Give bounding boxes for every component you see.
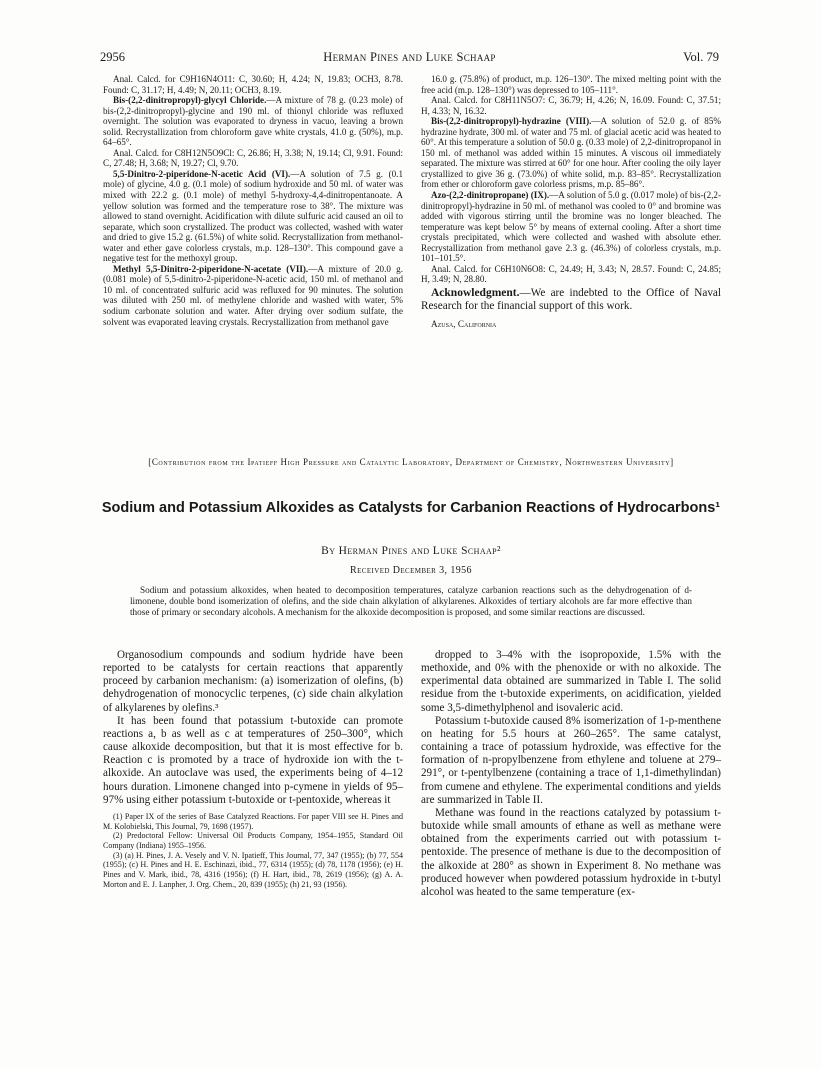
footnote: (1) Paper IX of the series of Base Catalyzed Reactions. For paper VIII see H. Pines and M. Kolobielski, This Journal, 79, 1698 (1957). [103,811,403,831]
procedure-paragraph: 16.0 g. (75.8%) of product, m.p. 126–130°. The mixed melting point with the free acid (m.p. 128–130°) was depressed to 105–111°. [421,74,721,95]
analysis-paragraph: Anal. Calcd. for C8H12N5O9Cl: C, 26.86; H, 3.38; N, 19.14; Cl, 9.91. Found: C, 27.48; H, 3.68; N, 19.27; Cl, 9.70. [103,147,403,169]
procedure-paragraph [103,95,403,148]
compound-heading: Bis-(2,2-dinitropropyl)-glycyl Chloride. [113,95,267,106]
body-paragraph: Organosodium compounds and sodium hydride have been reported to be catalysts for certain reactions that apparently proceed by carbanion mechanism: (a) isomerization of olefins, (b) dehydrogenation of monocyclic terpenes, (c) side chain alkylation of alkylarenes by olefins.³ [103,649,403,714]
analysis-paragraph: Anal. Calcd. for C9H16N4O11: C, 30.60; H, 4.24; N, 19.83; OCH3, 8.78. Found: C, 31.17; H, 4.49; N, 20.11; OCH3, 8.19. [103,74,403,95]
footnote: (2) Predoctoral Fellow: Universal Oil Products Company, 1954–1955, Standard Oil Company (Indiana) 1955–1956. [103,831,403,850]
analysis-paragraph: Anal. Calcd. for C8H11N5O7: C, 36.79; H, 4.26; N, 16.09. Found: C, 37.51; H, 4.33; N, 16.32. [421,95,721,116]
procedure-text: —A solution of 7.5 g. (0.1 mole) of glycine, 4.0 g. (0.1 mole) of sodium hydroxide and 50 ml. of water was mixed with 22.2 g. (0.1 mole) of methyl 5-hydroxy-4,4-dinitropentanoate. A yellow solution was formed and the temperature rose to 38°. The mixture was allowed to stand overnight. Acidification with dilute sulfuric acid caused an oil to separate, which soon crystallized. The product was collected, washed with water and dried to give 15.2 g. (61.5%) of white solid. Recrystallization from methanol-water and ether gave colorless crystals, m.p. 128–130°. This compound gave a negative test for the methoxyl group. [103,168,403,264]
running-title: Herman Pines and Luke Schaap [323,50,496,64]
footnotes [103,812,403,890]
procedure-paragraph [103,169,403,264]
body-right-column [421,649,721,899]
procedure-text: —A solution of 52.0 g. of 85% hydrazine hydrate, 300 ml. of water and 75 ml. of glacial acetic acid was heated to 60°. At this temperature a solution of 50.0 g. (0.33 mole) of 2,2-dinitropropanol in 150 ml. of methanol was added within 15 minutes. A viscous oil immediately separated. The mixture was stirred at 60° for one hour. After cooling the oily layer crystallized to give 36 g. (73.0%) of white solid, m.p. 83–85°. Recrystallization from ether or chloroform gave colorless prisms, m.p. 85–86°. [421,116,721,190]
body-paragraph: Methane was found in the reactions catalyzed by potassium t-butoxide while small amounts of ethane as well as methane were obtained from the experiments carried out with potassium t-pentoxide. The presence of methane is due to the decomposition of the alkoxide at 280° as shown in Experiment 8. No methane was produced however when powdered potassium hydroxide in t-butyl alcohol was heated to the same temperature (ex- [421,806,721,898]
procedure-text: —A solution of 5.0 g. (0.017 mole) of bis-(2,2-dinitropropyl)-hydrazine in 50 ml. of methanol was cooled to 0° and bromine was added with vigorous stirring until the bromine was no longer bleached. The temperature was kept below 5° by means of external cooling. After a short time crystals precipitated, which were collected and washed with absolute ether. Recrystallization from methanol gave 2.3 g. (46.3%) of colorless crystals, m.p. 101–101.5°. [421,190,721,264]
page-number: 2956 [100,50,125,64]
top-left-column [103,74,403,327]
received-date: Received December 3, 1956 [350,565,472,576]
affiliation: Azusa, California [431,319,497,330]
acknowledgment-heading: Acknowledgment. [431,286,520,299]
running-header [100,50,719,66]
acknowledgment-text: —We are indebted to the Office of Naval Research for the financial support of this work. [421,286,721,313]
body-left-column [103,649,403,890]
article-title: Sodium and Potassium Alkoxides as Catalysts for Carbanion Reactions of Hydrocarbons¹ [101,500,721,516]
analysis-paragraph: Anal. Calcd. for C6H10N6O8: C, 24.49; H, 3.43; N, 28.57. Found: C, 24.85; H, 3.49; N, 28.80. [421,263,721,285]
body-paragraph: dropped to 3–4% with the isopropoxide, 1.5% with the methoxide, and 0% with the phenoxide or with no alkoxide. The experimental data obtained are summarized in Table I. The solid residue from the t-butoxide experiments, on acidification, yielded some 3,5-dimethylphenol and isovaleric acid. [421,649,721,714]
procedure-paragraph [421,116,721,190]
compound-heading: Azo-(2,2-dinitropropane) (IX). [431,190,550,201]
procedure-text: —A mixture of 78 g. (0.23 mole) of bis-(2,2-dinitropropyl)-glycine and 190 ml. of thionyl chloride was refluxed overnight. The solution was evaporated to dryness in vacuo, leaving a brown solid. Recrystallization from chloroform gave white crystals, 41.0 g. (50%), m.p. 64–65°. [103,95,403,148]
abstract: Sodium and potassium alkoxides, when heated to decomposition temperatures, catalyze carbanion reactions such as the dehydrogenation of d-limonene, double bond isomerization of olefins, and the side chain alkylation of alkylarenes. Alkoxides of tertiary alcohols are far more effective than those of primary or secondary alcohols. A mechanism for the alkoxide decomposition is proposed, and some similar reactions are discussed. [130,585,692,617]
acknowledgment [421,287,721,313]
body-paragraph: Potassium t-butoxide caused 8% isomerization of 1-p-menthene on heating for 5.5 hours at 260–265°. The same catalyst, containing a trace of potassium hydroxide, was effective for the formation of n-propylbenzene from ethylene and toluene at 279–291°, or t-pentylbenzene (containing a trace of 1,1-dimethylindan) from cumene and ethylene. The experimental conditions and yields are summarized in Table II. [421,714,721,806]
compound-heading: Methyl 5,5-Dinitro-2-piperidone-N-acetate (VII). [113,263,309,274]
contribution-line: [Contribution from the Ipatieff High Pressure and Catalytic Laboratory, Department of Chemistry, Northwestern University] [148,457,674,467]
top-right-column [421,74,721,330]
footnote: (3) (a) H. Pines, J. A. Vesely and V. N. Ipatieff, This Journal, 77, 347 (1955); (b) 77, 554 (1955); (c) H. Pines and H. E. Eschinazi, ibid., 77, 6314 (1955); (d) 78, 1178 (1956); (e) H. Pines and V. Mark, ibid., 78, 4316 (1956); (f) H. Hart, ibid., 78, 2619 (1956); (g) A. A. Morton and E. J. Lanpher, J. Org. Chem., 20, 839 (1955); (h) 21, 93 (1956). [103,850,403,889]
procedure-paragraph [103,264,403,327]
compound-heading: Bis-(2,2-dinitropropyl)-hydrazine (VIII). [431,116,592,127]
procedure-text: —A mixture of 20.0 g. (0.081 mole) of 5,5-dinitro-2-piperidone-N-acetic acid, 150 ml. of methanol and 10 ml. of concentrated sulfuric acid was refluxed for 90 minutes. The solution was diluted with 250 ml. of methylene chloride and washed with water, 5% sodium carbonate solution and water. After drying over sodium sulfate, the solvent was evaporated leaving crystals. Recrystallization from methanol gave [103,263,403,327]
article-authors: By Herman Pines and Luke Schaap² [321,545,501,557]
compound-heading: 5,5-Dinitro-2-piperidone-N-acetic Acid (VI). [113,168,291,179]
volume-label: Vol. 79 [683,50,719,64]
procedure-paragraph [421,190,721,264]
body-paragraph: It has been found that potassium t-butoxide can promote reactions a, b as well as c at temperatures of 250–300°, which cause alkoxide decomposition, but that it is most effective for b. Reaction c is promoted by a trace of hydroxide ion with the t-alkoxide. An autoclave was used, the experiments being of 4–12 hours duration. Limonene changed into p-cymene in yields of 95–97% using either potassium t-butoxide or t-pentoxide, whereas it [103,714,403,806]
